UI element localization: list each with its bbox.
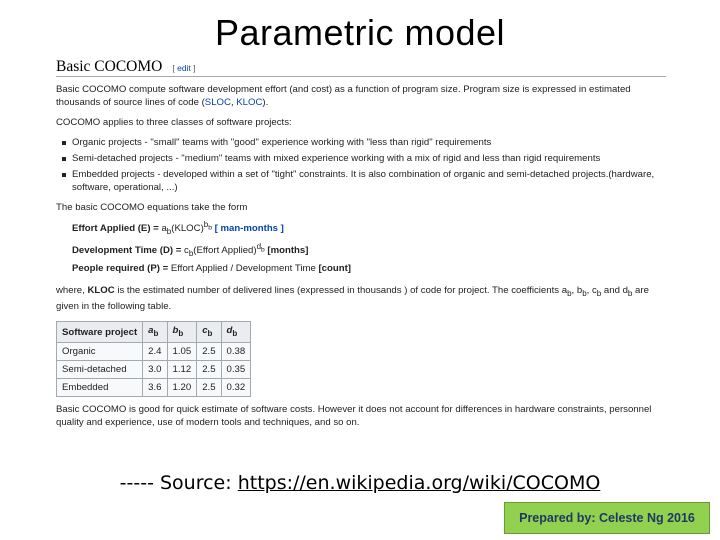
header-sub: b <box>207 329 213 338</box>
where-text: where, <box>56 285 88 297</box>
section-header <box>56 60 666 77</box>
wikipedia-excerpt <box>56 60 666 436</box>
list-item: Organic projects - "small" teams with "good" experience working with "less than rigid" requirements <box>72 136 666 149</box>
eq-unit: [count] <box>318 263 351 275</box>
kloc-link[interactable]: KLOC <box>236 97 263 108</box>
intro-paragraph: Basic COCOMO compute software development effort (and cost) as a function of program size. Program size is expressed in estimated thousands of source lines of code (SLOC, KLOC). <box>56 84 631 108</box>
where-text: are given in the following table. <box>56 285 649 313</box>
where-sub: b <box>596 289 602 299</box>
table-cell: 1.05 <box>167 343 197 361</box>
people-equation <box>72 261 666 276</box>
eq-unit: [ man-months ] <box>214 223 284 235</box>
eq-exp-sub: b <box>261 246 265 254</box>
eq-label: Effort Applied (E) = <box>72 223 162 235</box>
closing-paragraph: Basic COCOMO is good for quick estimate of software costs. However it does not account for differences in hardware constraints, personnel quality and experience, use of modern tools and techniques, and so on. <box>56 404 652 428</box>
where-kloc: KLOC <box>87 285 115 297</box>
table-header <box>143 322 167 343</box>
table-cell: Organic <box>57 343 143 361</box>
where-sub: b <box>567 289 572 299</box>
sloc-link[interactable]: SLOC <box>204 97 231 108</box>
eq-exp: d <box>256 242 262 252</box>
eq-term: (Effort Applied) <box>193 245 257 257</box>
source-prefix: ----- Source: <box>119 472 238 494</box>
where-sub: b <box>627 289 633 299</box>
intro-text-end: ). <box>262 97 269 108</box>
equations-intro: The basic COCOMO equations take the form <box>56 202 248 213</box>
header-sub: b <box>153 329 159 338</box>
section-heading: Basic COCOMO <box>56 58 163 75</box>
footer-text: Prepared by: Celeste Ng 2016 <box>519 511 695 525</box>
where-text: and d <box>601 285 628 297</box>
project-classes-list <box>56 136 666 194</box>
table-header <box>197 322 221 343</box>
eq-term: Effort Applied / Development Time <box>170 263 319 275</box>
table-cell: 0.35 <box>221 361 251 379</box>
header-letter: a <box>148 325 154 337</box>
intro-text: Basic COCOMO compute software development effort (and cost) as a function of program size. Program size is expressed in estimated thousands of source lines of code ( <box>56 84 631 108</box>
edit-link[interactable]: edit <box>177 63 191 73</box>
where-text: is the estimated number of delivered lines (expressed in thousands ) of code for project. The coefficients a <box>114 285 568 297</box>
eq-coef: c <box>184 245 189 257</box>
table-cell: 2.5 <box>197 361 221 379</box>
where-sub: b <box>582 289 587 299</box>
table-cell: 2.5 <box>197 379 221 397</box>
time-equation <box>72 239 666 261</box>
eq-label: People required (P) = <box>72 263 171 275</box>
where-text: , b <box>571 285 583 297</box>
header-sub: b <box>232 329 238 338</box>
eq-exp: b <box>203 220 209 229</box>
where-paragraph <box>56 284 666 313</box>
eq-coef-sub: b <box>166 227 172 237</box>
table-row <box>57 343 251 361</box>
source-link[interactable]: https://en.wikipedia.org/wiki/COCOMO <box>237 472 601 494</box>
source-line <box>0 472 720 494</box>
table-header <box>167 322 197 343</box>
table-cell: Semi-detached <box>57 361 143 379</box>
where-text: , c <box>586 285 597 297</box>
header-letter: d <box>226 325 233 337</box>
edit-section <box>172 62 195 75</box>
table-row <box>57 361 251 379</box>
table-cell: 1.12 <box>167 361 197 379</box>
table-cell: Embedded <box>57 379 143 397</box>
footer-credit <box>504 502 710 534</box>
eq-unit: [months] <box>267 245 309 257</box>
table-cell: 3.0 <box>143 361 167 379</box>
effort-equation <box>72 217 666 239</box>
table-header: Software project <box>57 322 143 343</box>
eq-label: Development Time (D) = <box>72 245 185 257</box>
table-cell: 3.6 <box>143 379 167 397</box>
table-cell: 2.4 <box>143 343 167 361</box>
slide-title: Parametric model <box>214 12 506 53</box>
table-cell: 2.5 <box>197 343 221 361</box>
table-cell: 1.20 <box>167 379 197 397</box>
list-item: Embedded projects - developed within a set of "tight" constraints. It is also combination of organic and semi-detached projects.(hardware, software, operational, ...) <box>72 168 666 194</box>
header-sub: b <box>178 329 184 338</box>
classes-intro: COCOMO applies to three classes of software projects: <box>56 117 292 128</box>
table-row <box>57 379 251 397</box>
eq-exp-sub: b <box>208 224 212 232</box>
table-header <box>221 322 251 343</box>
edit-bracket-open: [ <box>172 63 178 73</box>
table-cell: 0.38 <box>221 343 251 361</box>
eq-coef: a <box>161 223 167 235</box>
list-item: Semi-detached projects - "medium" teams with mixed experience working with a mix of rigid and less than rigid requirements <box>72 152 666 165</box>
eq-term: (KLOC) <box>171 223 204 235</box>
table-header-row <box>57 322 251 343</box>
edit-bracket-close: ] <box>190 63 196 73</box>
header-letter: c <box>202 325 208 337</box>
table-cell: 0.32 <box>221 379 251 397</box>
eq-coef-sub: b <box>188 249 194 259</box>
header-letter: b <box>172 325 179 337</box>
coefficients-table <box>56 321 251 397</box>
